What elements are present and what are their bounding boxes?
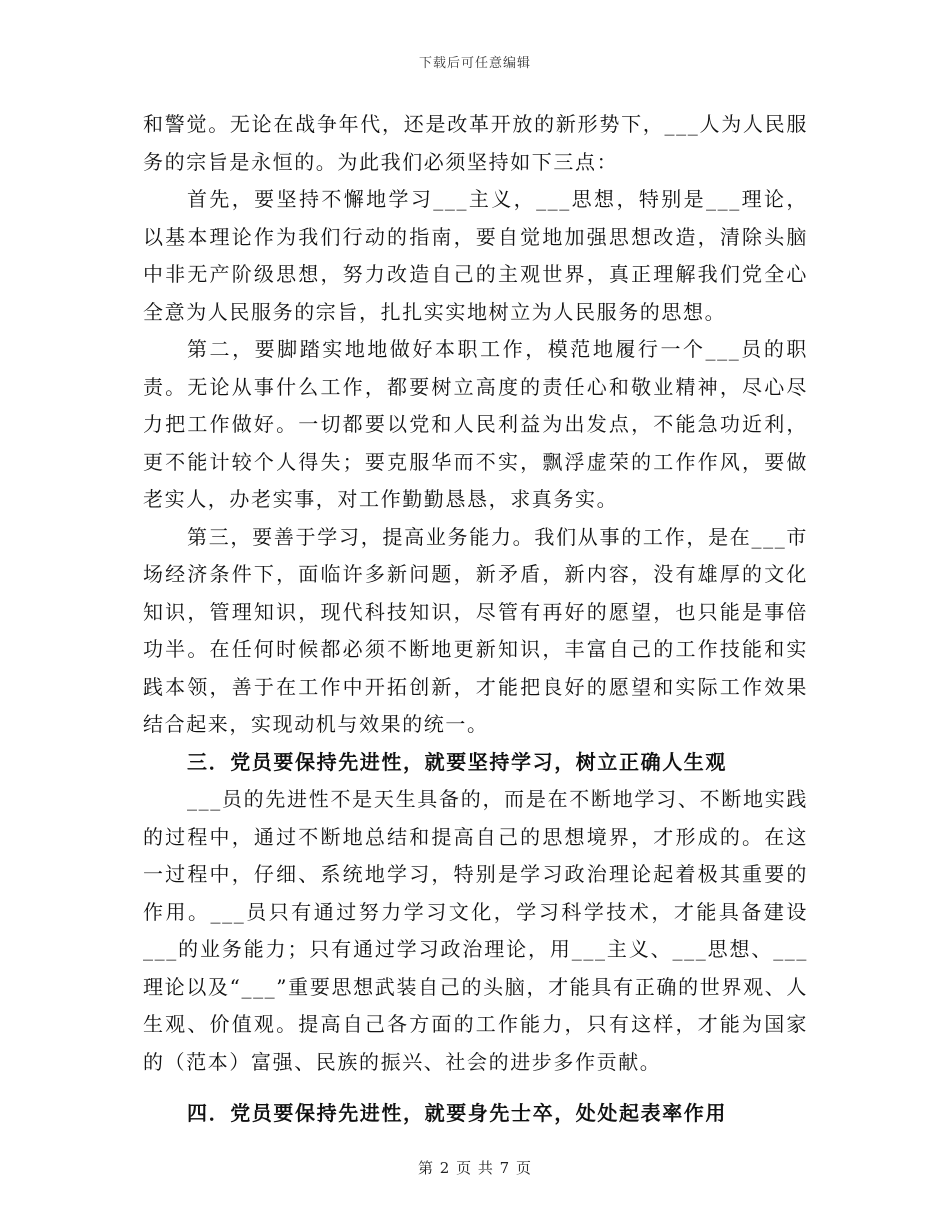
document-body xyxy=(143,106,808,1133)
paragraph-continuation: 和警觉。无论在战争年代，还是改革开放的新形势下，___人为人民服务的宗旨是永恒的。为此我们必须坚持如下三点： xyxy=(143,112,808,174)
page-number-footer: 第 2 页 共 7 页 xyxy=(418,1159,532,1177)
paragraph-section-3: ___员的先进性不是天生具备的，而是在不断地学习、不断地实践的过程中，通过不断地总结和提高自己的思想境界，才形成的。在这一过程中，仔细、系统地学习，特别是学习政治理论起着极其重要的作用。___员只有通过努力学习文化，学习科学技术，才能具备建设___的业务能力；只有通过学习政治理论，用___主义、___思想、___理论以及“___”重要思想武装自己的头脑，才能具有正确的世界观、人生观、价值观。提高自己各方面的工作能力，只有这样，才能为国家的（范本）富强、民族的振兴、社会的进步多作贡献。 xyxy=(143,787,808,1074)
paragraph-third-point: 第三，要善于学习，提高业务能力。我们从事的工作，是在___市场经济条件下，面临许多新问题，新矛盾，新内容，没有雄厚的文化知识，管理知识，现代科技知识，尽管有再好的愿望，也只能是事倍功半。在任何时候都必须不断地更新知识，丰富自己的工作技能和实践本领，善于在工作中开拓创新，才能把良好的愿望和实际工作效果结合起来，实现动机与效果的统一。 xyxy=(143,524,808,736)
section-heading-4: 四．党员要保持先进性，就要身先士卒，处处起表率作用 xyxy=(187,1101,727,1125)
page-header: 下载后可任意编辑 xyxy=(418,56,531,71)
paragraph-second-point: 第二，要脚踏实地地做好本职工作，模范地履行一个___员的职责。无论从事什么工作，都要树立高度的责任心和敬业精神，尽心尽力把工作做好。一切都要以党和人民利益为出发点，不能急功近利，更不能计较个人得失；要克服华而不实，飘浮虚荣的工作作风，要做老实人，办老实事，对工作勤勤恳恳，求真务实。 xyxy=(143,337,808,511)
section-heading-3: 三．党员要保持先进性，就要坚持学习，树立正确人生观 xyxy=(187,749,727,774)
paragraph-first-point: 首先，要坚持不懈地学习___主义，___思想，特别是___理论，以基本理论作为我们行动的指南，要自觉地加强思想改造，清除头脑中非无产阶级思想，努力改造自己的主观世界，真正理解我们党全心全意为人民服务的宗旨，扎扎实实地树立为人民服务的思想。 xyxy=(143,187,808,324)
